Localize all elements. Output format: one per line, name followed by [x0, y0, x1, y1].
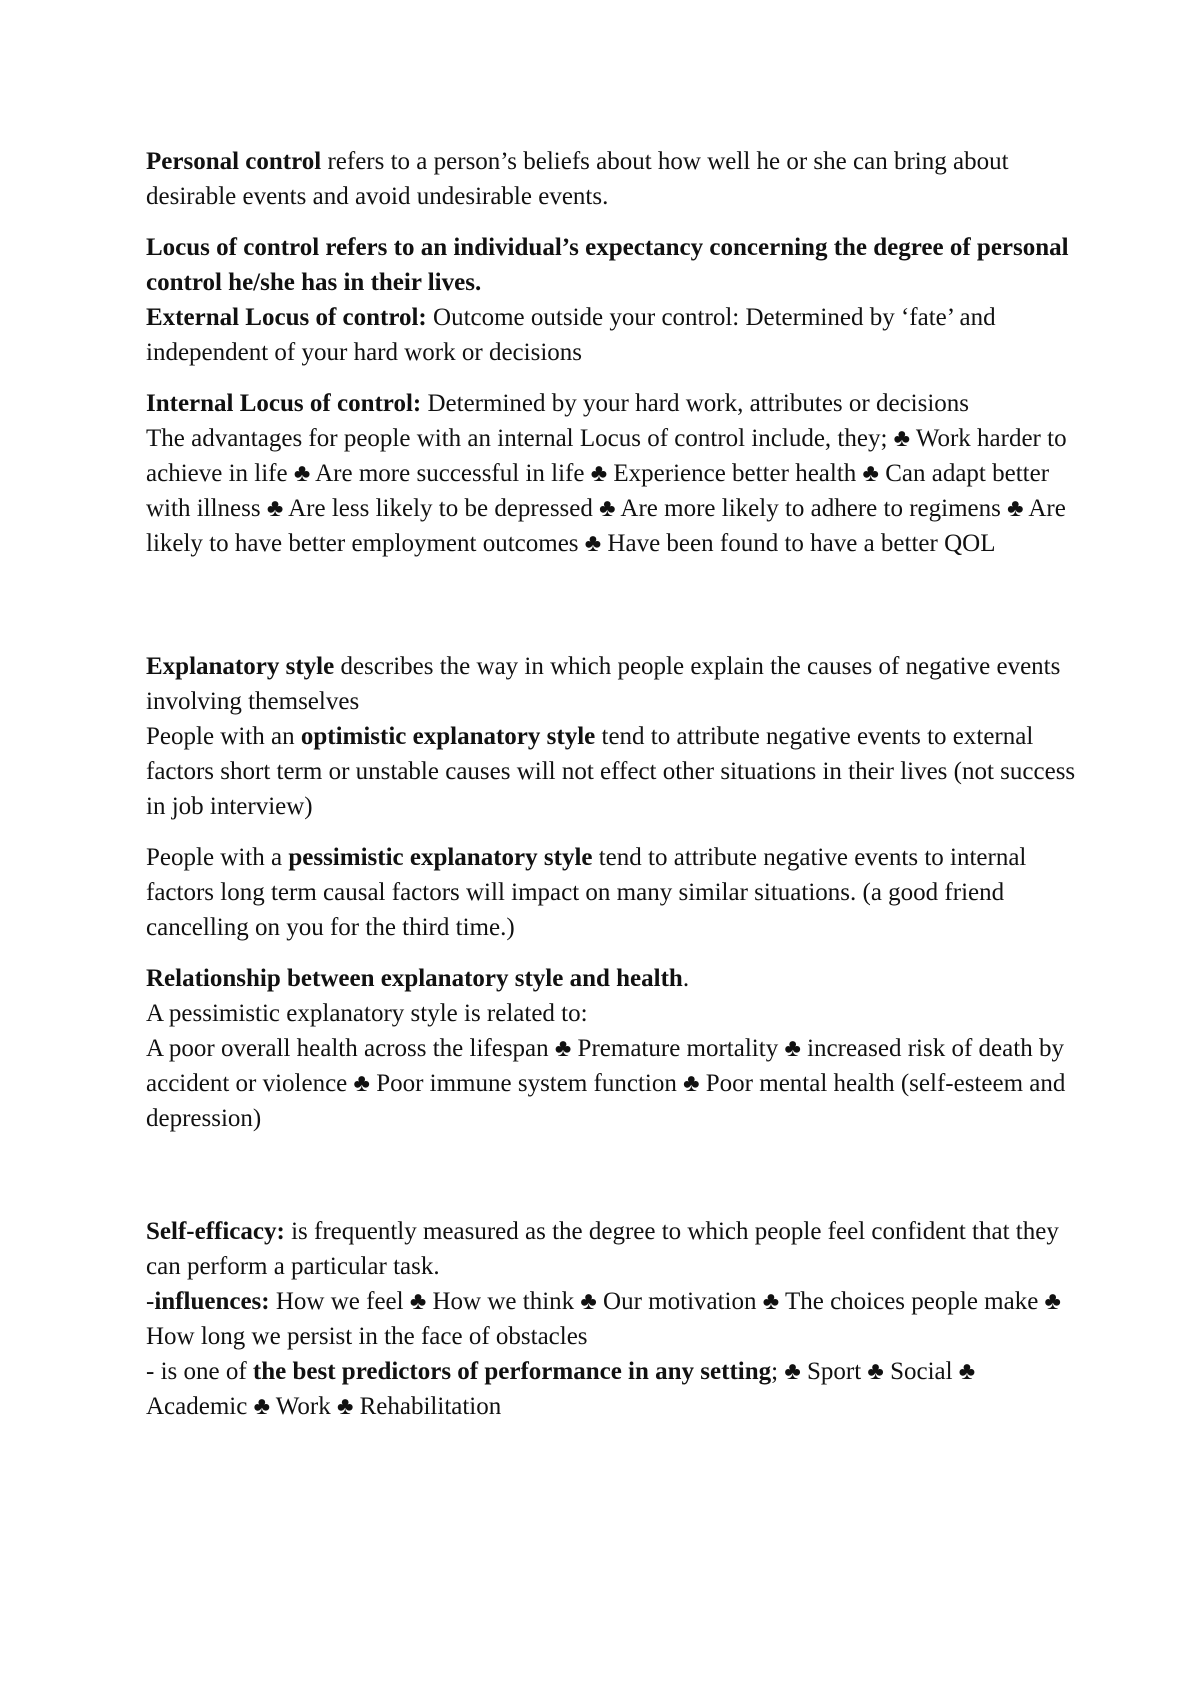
self-efficacy-text: is frequently measured as the degree to which people feel confident that they can perform a particular task.	[146, 1218, 1059, 1280]
predictor-text: ; ♣ Sport ♣ Social ♣ Academic ♣ Work ♣ Rehabilitation	[146, 1358, 976, 1420]
personal-control-paragraph	[146, 144, 1076, 214]
influences-text: How we feel ♣ How we think ♣ Our motivation ♣ The choices people make ♣ How long we persist in the face of obstacles	[146, 1288, 1061, 1350]
personal-control-term: Personal control	[146, 148, 322, 175]
predictor-term: the best predictors of performance in any setting	[252, 1358, 772, 1385]
internal-advantages-text: The advantages for people with an internal Locus of control include, they; ♣ Work harder to achieve in life ♣ Are more successful in life ♣ Experience better health ♣ Can adapt better with illness ♣ Are less likely to be depressed ♣ Are more likely to adhere to regimens ♣ Are likely to have better employment outcomes ♣ Have been found to have a better QOL	[146, 425, 1067, 557]
relationship-heading-suffix: .	[682, 965, 690, 992]
relationship-heading: Relationship between explanatory style and health	[146, 965, 683, 992]
self-efficacy-paragraph	[146, 1214, 1076, 1424]
pessimistic-term: pessimistic explanatory style	[288, 844, 593, 871]
internal-locus-term: Internal Locus of control:	[146, 390, 422, 417]
locus-definition-text: Locus of control refers to an individual’s expectancy concerning the degree of personal control he/she has in their lives.	[146, 234, 1069, 296]
explanatory-style-text: describes the way in which people explain the causes of negative events involving themselves	[146, 653, 1061, 715]
personal-control-text: refers to a person’s beliefs about how well he or she can bring about desirable events and avoid undesirable events.	[146, 148, 1009, 210]
external-locus-term: External Locus of control:	[146, 304, 427, 331]
locus-definition-paragraph	[146, 230, 1076, 370]
pessimistic-prefix: People with a	[146, 844, 289, 871]
pessimistic-paragraph	[146, 840, 1076, 945]
internal-locus-text: Determined by your hard work, attributes or decisions	[421, 390, 970, 417]
document-body	[146, 144, 1076, 1424]
explanatory-style-term: Explanatory style	[146, 653, 335, 680]
optimistic-prefix: People with an	[146, 723, 301, 750]
internal-locus-paragraph	[146, 386, 1076, 561]
self-efficacy-term: Self-efficacy:	[146, 1218, 285, 1245]
relationship-paragraph	[146, 961, 1076, 1136]
pessimistic-text: tend to attribute negative events to internal factors long term causal factors will impact on many similar situations. (a good friend cancelling on you for the third time.)	[146, 844, 1027, 941]
explanatory-style-paragraph	[146, 649, 1076, 824]
external-locus-text: Outcome outside your control: Determined by ‘fate’ and independent of your hard work or decisions	[146, 304, 996, 366]
influences-term: influences:	[154, 1288, 270, 1315]
influences-prefix: -	[146, 1288, 155, 1315]
relationship-line-2: A poor overall health across the lifespan ♣ Premature mortality ♣ increased risk of death by accident or violence ♣ Poor immune system function ♣ Poor mental health (self-esteem and depression)	[146, 1035, 1066, 1132]
optimistic-text: tend to attribute negative events to external factors short term or unstable causes will not effect other situations in their lives (not success in job interview)	[146, 723, 1076, 820]
relationship-line-1: A pessimistic explanatory style is related to:	[146, 1000, 588, 1027]
optimistic-term: optimistic explanatory style	[300, 723, 596, 750]
predictor-prefix: - is one of	[146, 1358, 253, 1385]
